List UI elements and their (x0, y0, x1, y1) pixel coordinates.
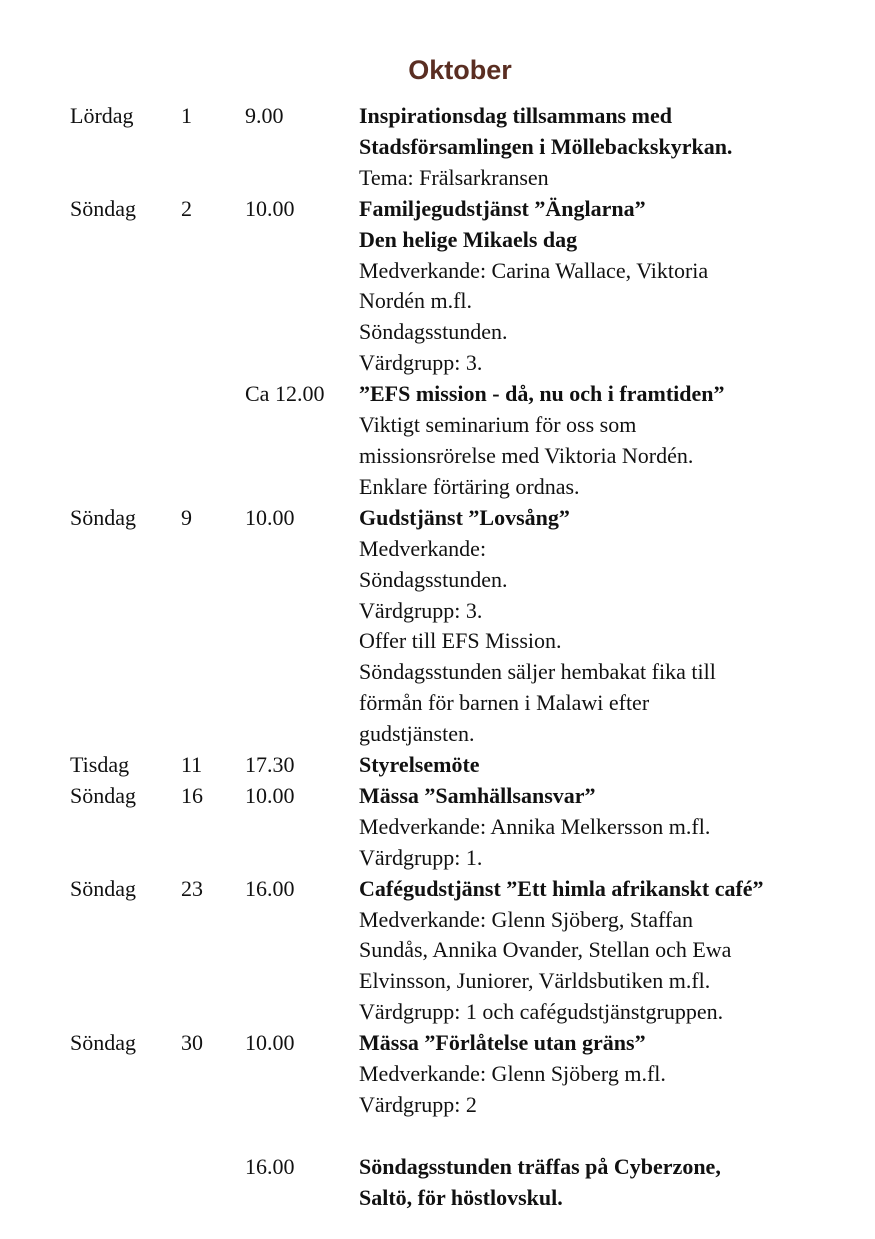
entry-date: 23 (181, 875, 203, 901)
entry-text-line: Offer till EFS Mission. (359, 628, 562, 654)
entry-text-line: förmån för barnen i Malawi efter (359, 690, 650, 716)
entry-date: 2 (181, 195, 192, 221)
entry-text-line (359, 1121, 849, 1152)
entry-date: 11 (181, 752, 203, 778)
entry-text-line: Sundås, Annika Ovander, Stellan och Ewa (359, 937, 732, 963)
entry-heading-line: Söndagsstunden träffas på Cyberzone, (359, 1153, 721, 1179)
entry-heading-line: Mässa ”Förlåtelse utan gräns” (359, 1030, 646, 1056)
schedule-entry (70, 1028, 849, 1152)
page-title: Oktober (408, 55, 512, 85)
entry-time: 17.30 (245, 752, 295, 778)
schedule-entry (70, 101, 849, 194)
schedule-entry (70, 1152, 849, 1214)
event-schedule (70, 101, 849, 1214)
entry-day: Lördag (70, 103, 134, 128)
entry-text-line: Värdgrupp: 1 och cafégudstjänstgruppen. (359, 999, 724, 1025)
entry-details (359, 1152, 849, 1214)
schedule-entry (70, 379, 849, 503)
entry-text-line: Söndagsstunden säljer hembakat fika till (359, 659, 716, 685)
entry-time: 9.00 (245, 103, 284, 128)
entry-time: 10.00 (245, 504, 295, 530)
entry-details (359, 750, 849, 781)
schedule-entry (70, 194, 849, 379)
entry-date: 1 (181, 103, 192, 128)
schedule-entry (70, 781, 849, 874)
entry-heading-line: Familjegudstjänst ”Änglarna” (359, 195, 646, 221)
entry-details (359, 101, 849, 194)
entry-date: 9 (181, 504, 192, 530)
entry-details (359, 379, 849, 503)
entry-text-line: Värdgrupp: 1. (359, 844, 483, 870)
entry-text-line: Medverkande: Glenn Sjöberg, Staffan (359, 906, 693, 932)
entry-text-line: Elvinsson, Juniorer, Världsbutiken m.fl. (359, 968, 711, 994)
entry-details (359, 503, 849, 750)
entry-time: Ca 12.00 (245, 381, 325, 407)
entry-heading-line: ”EFS mission - då, nu och i framtiden” (359, 381, 725, 407)
entry-text-line: missionsrörelse med Viktoria Nordén. (359, 442, 694, 468)
entry-day: Söndag (70, 195, 136, 221)
entry-day: Söndag (70, 1030, 136, 1056)
entry-details (359, 874, 849, 1029)
entry-text-line: Enklare förtäring ordnas. (359, 473, 580, 499)
entry-text-line: Söndagsstunden. (359, 566, 508, 592)
entry-heading-line: Stadsförsamlingen i Möllebackskyrkan. (359, 133, 733, 159)
entry-time: 10.00 (245, 1030, 295, 1056)
entry-day: Söndag (70, 875, 136, 901)
entry-heading-line: Gudstjänst ”Lovsång” (359, 504, 570, 530)
entry-date: 16 (181, 782, 203, 808)
entry-text-line: Värdgrupp: 3. (359, 597, 483, 623)
entry-time: 16.00 (245, 1153, 295, 1179)
entry-text-line: Viktigt seminarium för oss som (359, 412, 637, 438)
entry-heading-line: Styrelsemöte (359, 752, 480, 778)
entry-text-line: Värdgrupp: 3. (359, 350, 483, 376)
entry-time: 16.00 (245, 875, 295, 901)
entry-date: 30 (181, 1030, 203, 1056)
entry-time: 10.00 (245, 195, 295, 221)
entry-heading-line: Mässa ”Samhällsansvar” (359, 782, 596, 808)
entry-heading-line: Den helige Mikaels dag (359, 226, 578, 252)
entry-text-line: Medverkande: Carina Wallace, Viktoria (359, 257, 709, 283)
entry-time: 10.00 (245, 782, 295, 808)
entry-text-line: Medverkande: (359, 535, 487, 561)
entry-details (359, 194, 849, 379)
entry-details (359, 1028, 849, 1152)
schedule-entry (70, 503, 849, 750)
entry-text-line: Söndagsstunden. (359, 319, 508, 345)
entry-heading-line: Saltö, för höstlovskul. (359, 1184, 563, 1210)
entry-text-line: Medverkande: Annika Melkersson m.fl. (359, 813, 711, 839)
entry-heading-line: Cafégudstjänst ”Ett himla afrikanskt café” (359, 875, 764, 901)
entry-text-line: gudstjänsten. (359, 721, 475, 747)
entry-text-line: Värdgrupp: 2 (359, 1092, 477, 1117)
entry-day: Söndag (70, 504, 136, 530)
entry-day: Tisdag (70, 752, 130, 778)
schedule-entry (70, 750, 849, 781)
entry-day: Söndag (70, 782, 136, 808)
entry-details (359, 781, 849, 874)
schedule-entry (70, 874, 849, 1029)
entry-text-line: Tema: Frälsarkransen (359, 164, 549, 190)
entry-heading-line: Inspirationsdag tillsammans med (359, 103, 672, 128)
entry-text-line: Medverkande: Glenn Sjöberg m.fl. (359, 1061, 666, 1087)
entry-text-line: Nordén m.fl. (359, 288, 473, 314)
